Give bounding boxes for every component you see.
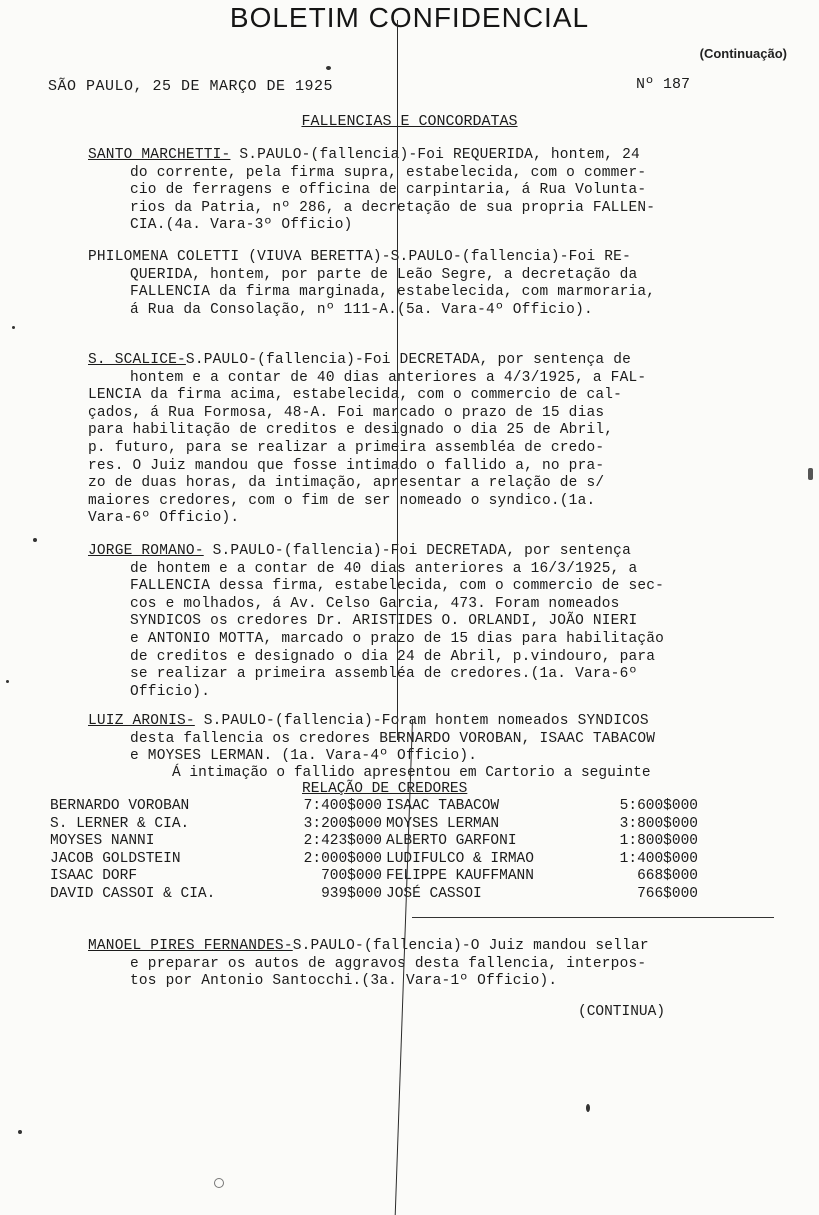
entry-first-line: S.PAULO-(fallencia)-Foram hontem nomeados SYNDICOS [194, 713, 649, 729]
entry-line: de creditos e designado o dia 24 de Abril, p.vindouro, para [130, 648, 656, 665]
entry-line: de hontem e a contar de 40 dias anteriores a 16/3/1925, a [130, 560, 638, 577]
entry-line: e preparar os autos de aggravos desta fallencia, interpos- [130, 955, 647, 972]
document-title: BOLETIM CONFIDENCIAL [229, 2, 590, 33]
section-divider [412, 917, 774, 918]
creditor-name: S. LERNER & CIA. [50, 815, 190, 832]
scan-speck [214, 1178, 224, 1188]
creditor-name: FELIPPE KAUFFMANN [386, 868, 534, 885]
scan-speck [33, 538, 37, 542]
entry-head: SANTO MARCHETTI- [88, 147, 231, 163]
entry-jorge-romano [88, 543, 738, 701]
entry-head: S. SCALICE- [88, 352, 186, 368]
intimation-line: Á intimação o fallido apresentou em Cartorio a seguinte [172, 765, 651, 781]
scan-fold-line [397, 20, 398, 740]
scan-speck [6, 680, 9, 683]
entry-first-line: S.PAULO-(fallencia)-Foi DECRETADA, por sentença de [185, 352, 631, 368]
creditor-name: MOYSES LERMAN [386, 815, 500, 832]
entry-line: LENCIA da firma acima, estabelecida, com o commercio de cal- [88, 387, 623, 404]
creditor-amount: 2:000$000 [303, 850, 382, 867]
creditor-amount: 766$000 [637, 885, 698, 902]
table-row [50, 816, 698, 834]
creditor-name: JOSÉ CASSOI [386, 885, 482, 902]
entry-head: LUIZ ARONIS- [88, 713, 195, 729]
creditor-name: JACOB GOLDSTEIN [50, 850, 181, 867]
entry-luiz-aronis [88, 713, 738, 766]
entry-line: se realizar a primeira assembléa de credores.(1a. Vara-6º [130, 666, 638, 683]
creditors-relation-title: RELAÇÃO DE CREDORES [302, 781, 468, 797]
entry-line: á Rua da Consolação, nº 111-A.(5a. Vara-4º Officio). [130, 301, 593, 318]
section-title [0, 113, 819, 130]
entry-first-line: -S.PAULO-(fallencia)-Foi RE- [381, 249, 631, 265]
creditor-amount: 3:200$000 [303, 815, 382, 832]
bulletin-number: Nº 187 [636, 76, 691, 93]
entry-line: QUERIDA, hontem, por parte de Leão Segre, a decretação da [130, 266, 638, 283]
entry-line: cos e molhados, á Av. Celso Garcia, 473. Foram nomeados [130, 595, 620, 612]
table-row [50, 833, 698, 851]
entry-line: res. O Juiz mandou que fosse intimado o fallido a, no pra- [88, 457, 605, 474]
entry-manoel-pires-fernandes [88, 938, 738, 991]
entry-head: PHILOMENA COLETTI (VIUVA BERETTA) [88, 249, 382, 265]
entry-line: maiores credores, com o fim de ser nomeado o syndico.(1a. [88, 492, 596, 509]
creditor-name: DAVID CASSOI & CIA. [50, 885, 216, 902]
entry-line: e ANTONIO MOTTA, marcado o prazo de 15 dias para habilitação [130, 630, 665, 647]
table-row [50, 886, 698, 904]
continuation-tag: (Continuação) [699, 46, 787, 61]
creditor-name: LUDIFULCO & IRMAO [386, 850, 534, 867]
scan-speck [586, 1104, 590, 1112]
creditor-name: ISAAC TABACOW [386, 798, 500, 814]
dateline: SÃO PAULO, 25 DE MARÇO DE 1925 [48, 78, 334, 95]
entry-line: hontem e a contar de 40 dias anteriores a 4/3/1925, a FAL- [130, 369, 647, 386]
entry-line: desta fallencia os credores BERNARDO VOROBAN, ISAAC TABACOW [130, 730, 656, 747]
entry-line: rios da Patria, nº 286, a decretação de sua propria FALLEN- [130, 199, 656, 216]
section-title-text: FALLENCIAS E CONCORDATAS [301, 113, 518, 130]
entry-line: tos por Antonio Santocchi.(3a. Vara-1º Officio). [130, 973, 558, 990]
entry-line: p. futuro, para se realizar a primeira assembléa de credo- [88, 439, 605, 456]
entry-philomena-coletti [88, 249, 738, 319]
entry-first-line: S.PAULO-(fallencia)-Foi REQUERIDA, hontem, 24 [230, 147, 640, 163]
creditor-amount: 1:400$000 [619, 850, 698, 867]
scan-speck [18, 1130, 22, 1134]
entry-line: FALLENCIA da firma marginada, estabelecida, com marmoraria, [130, 284, 656, 301]
entry-line: Officio). [130, 683, 211, 700]
entry-line: FALLENCIA dessa firma, estabelecida, com o commercio de sec- [130, 578, 665, 595]
creditor-amount: 7:400$000 [303, 798, 382, 814]
entry-line: do corrente, pela firma supra, estabelecida, com o commer- [130, 164, 647, 181]
creditor-amount: 5:600$000 [619, 798, 698, 814]
scan-speck [12, 326, 15, 329]
creditor-name: ISAAC DORF [50, 868, 138, 885]
creditor-amount: 2:423$000 [303, 833, 382, 850]
entry-s-scalice [88, 352, 738, 528]
entry-line: Vara-6º Officio). [88, 510, 240, 527]
entry-line: zo de duas horas, da intimação, apresentar a relação de s/ [88, 475, 605, 492]
creditor-name: BERNARDO VOROBAN [50, 798, 190, 814]
table-row [50, 798, 698, 816]
entry-line: cio de ferragens e officina de carpintaria, á Rua Volunta- [130, 182, 647, 199]
entry-line: CIA.(4a. Vara-3º Officio) [130, 217, 353, 234]
creditor-name: MOYSES NANNI [50, 833, 155, 850]
creditor-amount: 668$000 [637, 868, 698, 885]
table-row [50, 851, 698, 869]
entry-line: çados, á Rua Formosa, 48-A. Foi marcado o prazo de 15 dias [88, 404, 605, 421]
entry-line: para habilitação de creditos e designado o dia 25 de Abril, [88, 422, 614, 439]
entry-head: JORGE ROMANO- [88, 543, 204, 559]
scan-speck [808, 468, 813, 480]
creditor-name: ALBERTO GARFONI [386, 833, 517, 850]
creditors-table [50, 798, 698, 904]
entry-line: SYNDICOS os credores Dr. ARISTIDES O. ORLANDI, JOÃO NIERI [130, 613, 638, 630]
scan-speck [326, 66, 331, 70]
continua-label: (CONTINUA) [578, 1004, 666, 1020]
creditor-amount: 700$000 [321, 868, 382, 885]
entry-line: e MOYSES LERMAN. (1a. Vara-4º Officio). [130, 748, 478, 765]
creditor-amount: 3:800$000 [619, 815, 698, 832]
entry-santo-marchetti [88, 147, 738, 235]
entry-first-line: S.PAULO-(fallencia)-O Juiz mandou sellar [292, 938, 649, 954]
entry-head: MANOEL PIRES FERNANDES- [88, 938, 293, 954]
table-row [50, 868, 698, 886]
creditor-amount: 939$000 [321, 885, 382, 902]
creditor-amount: 1:800$000 [619, 833, 698, 850]
entry-first-line: S.PAULO-(fallencia)-Foi DECRETADA, por sentença [203, 543, 631, 559]
